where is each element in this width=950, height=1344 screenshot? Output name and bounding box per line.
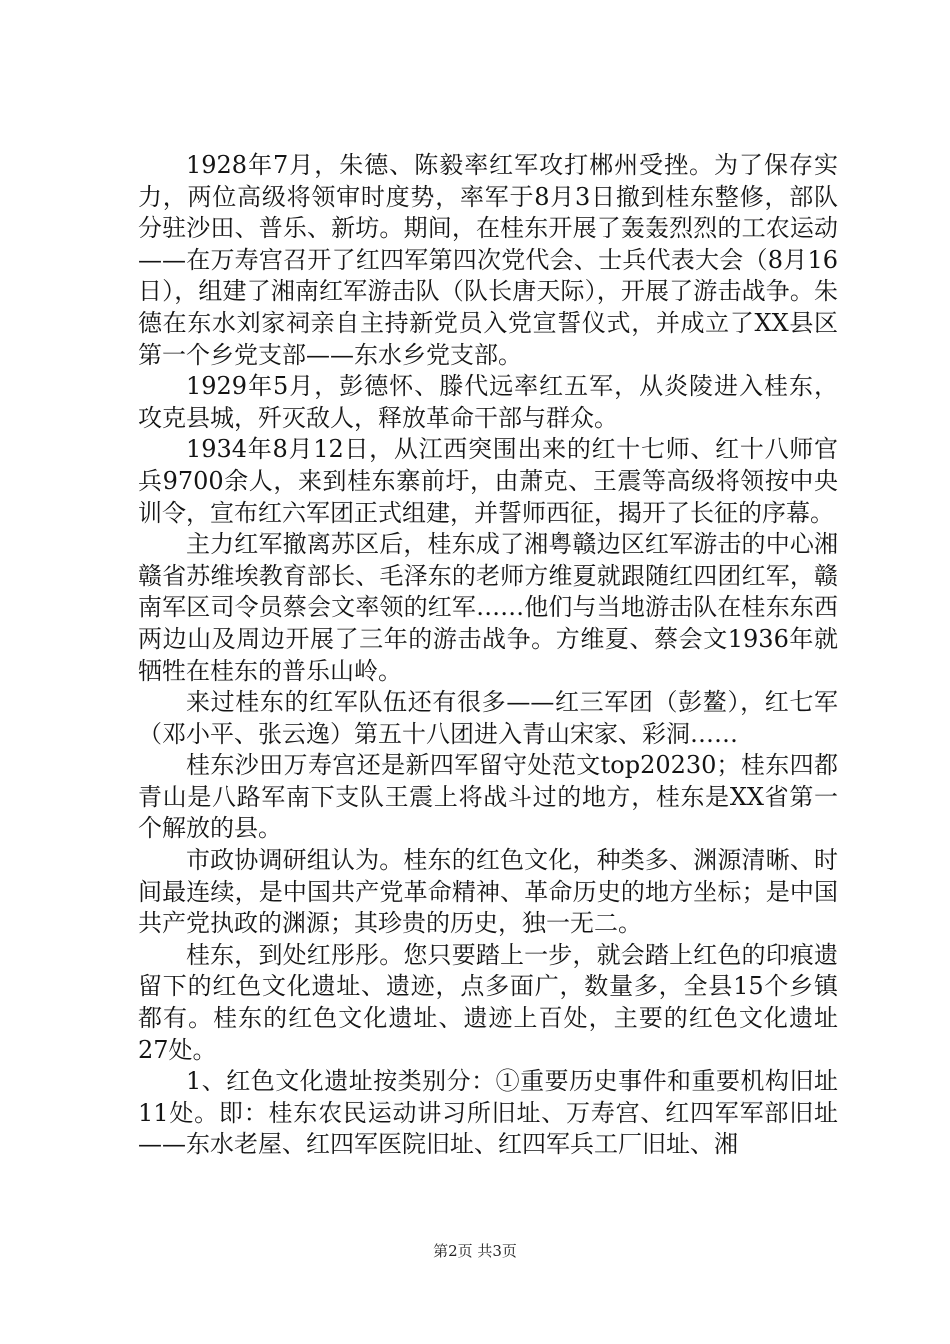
paragraph: 来过桂东的红军队伍还有很多——红三军团（彭鳌），红七军（邓小平、张云逸）第五十八团进入青山宋家、彩洞…… [138, 688, 838, 748]
paragraph: 1929年5月，彭德怀、滕代远率红五军，从炎陵进入桂东，攻克县城，歼灭敌人，释放革命干部与群众。 [138, 372, 838, 432]
paragraph: 1、红色文化遗址按类别分：①重要历史事件和重要机构旧址11处。即：桂东农民运动讲习所旧址、万寿宫、红四军军部旧址——东水老屋、红四军医院旧址、红四军兵工厂旧址、湘 [138, 1067, 838, 1159]
page-footer: 第2页 共3页 [433, 1242, 517, 1260]
paragraph: 1928年7月，朱德、陈毅率红军攻打郴州受挫。为了保存实力，两位高级将领审时度势，率军于8月3日撤到桂东整修，部队分驻沙田、普乐、新坊。期间，在桂东开展了轰轰烈烈的工农运动——在万寿宫召开了红四军第四次党代会、士兵代表大会（8月16日），组建了湘南红军游击队（队长唐天际），开展了游击战争。朱德在东水刘家祠亲自主持新党员入党宣誓仪式，并成立了XX县区第一个乡党支部——东水乡党支部。 [138, 151, 838, 369]
paragraph: 桂东，到处红彤彤。您只要踏上一步，就会踏上红色的印痕遗留下的红色文化遗址、遗迹，点多面广，数量多，全县15个乡镇都有。桂东的红色文化遗址、遗迹上百处，主要的红色文化遗址27处。 [138, 940, 838, 1064]
paragraph: 市政协调研组认为。桂东的红色文化，种类多、渊源清晰、时间最连续，是中国共产党革命精神、革命历史的地方坐标；是中国共产党执政的渊源；其珍贵的历史，独一无二。 [138, 846, 838, 938]
paragraph: 桂东沙田万寿宫还是新四军留守处范文top20230；桂东四都青山是八路军南下支队王震上将战斗过的地方，桂东是XX省第一个解放的县。 [138, 751, 838, 843]
paragraph: 主力红军撤离苏区后，桂东成了湘粤赣边区红军游击的中心湘赣省苏维埃教育部长、毛泽东的老师方维夏就跟随红四团红军，赣南军区司令员蔡会文率领的红军……他们与当地游击队在桂东东西两边山及周边开展了三年的游击战争。方维夏、蔡会文1936年就牺牲在桂东的普乐山岭。 [138, 530, 838, 685]
body-text [138, 150, 838, 1161]
paragraph: 1934年8月12日，从江西突围出来的红十七师、红十八师官兵9700余人，来到桂东寨前圩，由萧克、王震等高级将领按中央训令，宣布红六军团正式组建，并誓师西征，揭开了长征的序幕。 [138, 435, 838, 527]
